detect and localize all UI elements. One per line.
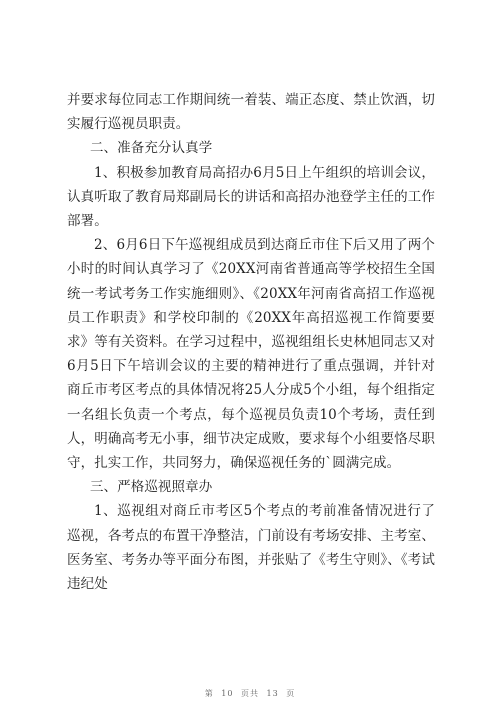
paragraph-item-3: 1、巡视组对商丘市考区5个考点的考前准备情况进行了巡视，各考点的布置干净整洁，门前设有考场安排、主考室、医务室、考务办等平面分布图，并张贴了《考生守则》、《考试违纪处	[67, 503, 435, 593]
footer-total-pages: 13	[266, 689, 279, 698]
footer-page-number: 10	[221, 689, 234, 698]
footer-prefix: 第	[204, 689, 214, 698]
footer-suffix: 页	[286, 689, 296, 698]
paragraph-item-1: 1、积极参加教育局高招办6月5日上午组织的培训会议，认真听取了教育局郑副局长的讲话和高招办池登学主任的工作部署。	[67, 164, 435, 230]
section-heading-3: 三、严格巡视照章办	[89, 479, 213, 496]
document-body	[67, 88, 435, 596]
section-heading-2: 二、准备充分认真学	[89, 140, 213, 157]
paragraph-continuation: 并要求每位同志工作期间统一着装、端正态度、禁止饮酒，切实履行巡视员职责。	[67, 92, 435, 133]
page-footer	[0, 688, 500, 699]
footer-middle: 页共	[241, 689, 259, 698]
paragraph-item-2: 2、6月6日下午巡视组成员到达商丘市住下后又用了两个小时的时间认真学习了《20XX河南省普通高等学校招生全国统一考试考务工作实施细则》、《20XX年河南省高招工作巡视员工作职责》和学校印制的《20XX年高招巡视工作简要要求》等有关资料。在学习过程中，巡视组组长史林旭同志又对6月5日下午培训会议的主要的精神进行了重点强调，并针对商丘市考区考点的具体情况将25人分成5个小组，每个组指定一名组长负责一个考点，每个巡视员负责10个考场，责任到人，明确高考无小事，细节决定成败，要求每个小组要恪尽职守，扎实工作，共同努力，确保巡视任务的`圆满完成。	[67, 237, 435, 472]
